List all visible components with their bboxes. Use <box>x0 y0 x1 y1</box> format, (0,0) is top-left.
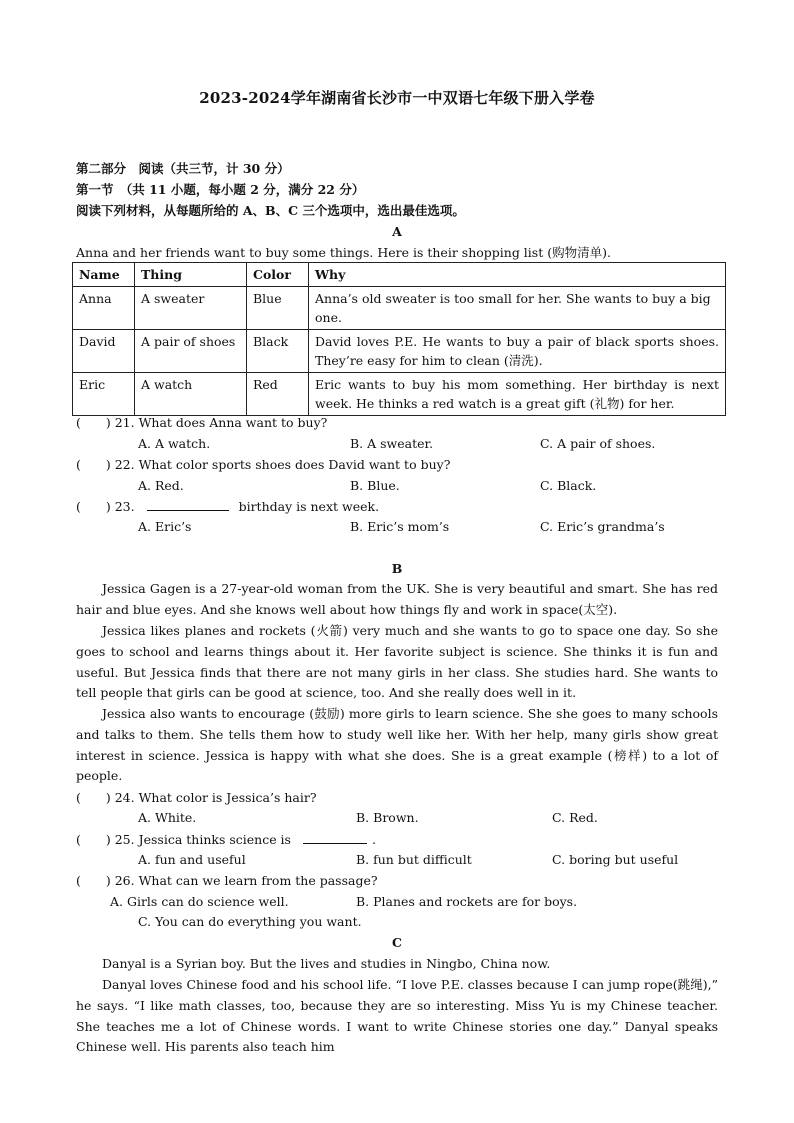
header-color: Color <box>247 263 309 287</box>
shopping-list-table <box>72 262 726 416</box>
question-23-stem-pre: ( ) 23. <box>76 499 135 514</box>
answer-blank <box>147 498 229 511</box>
question-25-option-b[interactable]: B. fun but difficult <box>356 852 472 867</box>
question-23-option-c[interactable]: C. Eric’s grandma’s <box>540 519 665 534</box>
passage-b-paragraph-3: Jessica also wants to encourage (鼓励) more girls to learn science. She she goes to many schools and talks to them. She tells them how to study well like her. With her help, many girls show great interest in science. Jessica is happy with what she does. She is a great example (榜样) to a lot of people. <box>76 706 718 784</box>
cell-color: Red <box>247 373 309 416</box>
question-25-stem <box>76 831 376 848</box>
question-26-option-c[interactable]: C. You can do everything you want. <box>138 914 362 929</box>
cell-name: Eric <box>73 373 135 416</box>
passage-c-paragraph-2: Danyal loves Chinese food and his school life. “I love P.E. classes because I can jump rope(跳绳),” he says. “I like math classes, too, because they are so interesting. Miss Yu is my Chinese teacher. She teaches me a lot of Chinese words. I want to write Chinese stories one day.” Danyal speaks Chinese well. His parents also teach him <box>76 977 718 1055</box>
cell-color: Blue <box>247 287 309 330</box>
passage-c-paragraph-1: Danyal is a Syrian boy. But the lives and studies in Ningbo, China now. <box>102 956 551 971</box>
cell-why: David loves P.E. He wants to buy a pair of black sports shoes. They’re easy for him to clean (清洗). <box>309 330 726 373</box>
question-22-option-b[interactable]: B. Blue. <box>350 478 400 493</box>
cell-why: Eric wants to buy his mom something. Her birthday is next week. He thinks a red watch is a great gift (礼物) for her. <box>309 373 726 416</box>
table-header-row <box>73 263 726 287</box>
question-25-option-a[interactable]: A. fun and useful <box>138 852 246 867</box>
question-22-option-a[interactable]: A. Red. <box>138 478 184 493</box>
question-26-stem: ( ) 26. What can we learn from the passage? <box>76 873 378 888</box>
passage-a-label: A <box>392 224 402 239</box>
question-22-option-c[interactable]: C. Black. <box>540 478 597 493</box>
header-thing: Thing <box>135 263 247 287</box>
question-21-option-b[interactable]: B. A sweater. <box>350 436 434 451</box>
instruction: 阅读下列材料，从每题所给的 A、B、C 三个选项中，选出最佳选项。 <box>76 203 465 218</box>
question-23-option-a[interactable]: A. Eric’s <box>138 519 192 534</box>
cell-name: Anna <box>73 287 135 330</box>
cell-thing: A watch <box>135 373 247 416</box>
question-25-stem-post: . <box>371 832 376 847</box>
question-26-option-b[interactable]: B. Planes and rockets are for boys. <box>356 894 578 909</box>
question-24-option-a[interactable]: A. White. <box>138 810 197 825</box>
passage-c-label: C <box>392 935 402 950</box>
section-heading: 第一节 （共 11 小题，每小题 2 分，满分 22 分） <box>76 182 365 197</box>
header-why: Why <box>309 263 726 287</box>
table-row <box>73 373 726 416</box>
question-24-option-b[interactable]: B. Brown. <box>356 810 419 825</box>
question-25-stem-pre: ( ) 25. Jessica thinks science is <box>76 832 291 847</box>
cell-color: Black <box>247 330 309 373</box>
passage-a-intro: Anna and her friends want to buy some things. Here is their shopping list (购物清单). <box>76 245 611 260</box>
question-23-stem <box>76 498 379 515</box>
header-name: Name <box>73 263 135 287</box>
cell-thing: A pair of shoes <box>135 330 247 373</box>
answer-blank <box>303 831 367 844</box>
question-21-option-c[interactable]: C. A pair of shoes. <box>540 436 656 451</box>
cell-why: Anna’s old sweater is too small for her. She wants to buy a big one. <box>309 287 726 330</box>
passage-b-label: B <box>391 561 403 576</box>
question-24-stem: ( ) 24. What color is Jessica’s hair? <box>76 790 317 805</box>
question-21-option-a[interactable]: A. A watch. <box>138 436 211 451</box>
question-24-option-c[interactable]: C. Red. <box>552 810 598 825</box>
page-title: 2023-2024学年湖南省长沙市一中双语七年级下册入学卷 <box>199 89 595 107</box>
cell-thing: A sweater <box>135 287 247 330</box>
question-23-option-b[interactable]: B. Eric’s mom’s <box>350 519 450 534</box>
question-23-stem-post: birthday is next week. <box>238 499 380 514</box>
part-heading: 第二部分 阅读（共三节，计 30 分） <box>76 161 290 176</box>
question-22-stem: ( ) 22. What color sports shoes does David want to buy? <box>76 457 451 472</box>
question-25-option-c[interactable]: C. boring but useful <box>552 852 679 867</box>
table-row <box>73 287 726 330</box>
cell-name: David <box>73 330 135 373</box>
passage-b-paragraph-1: Jessica Gagen is a 27-year-old woman from the UK. She is very beautiful and smart. She has red hair and blue eyes. And she knows well about how things fly and work in space(太空). <box>76 581 718 617</box>
question-21-stem: ( ) 21. What does Anna want to buy? <box>76 415 328 430</box>
question-26-option-a[interactable]: A. Girls can do science well. <box>110 894 289 909</box>
passage-b-paragraph-2: Jessica likes planes and rockets (火箭) very much and she wants to go to space one day. So she goes to school and learns things about it. Her favorite subject is science. She thinks it is fun and useful. But Jessica finds that there are not many girls in her class. She studies hard. She wants to tell people that girls can be good at science, too. And she really does well in it. <box>76 623 718 701</box>
table-row <box>73 330 726 373</box>
